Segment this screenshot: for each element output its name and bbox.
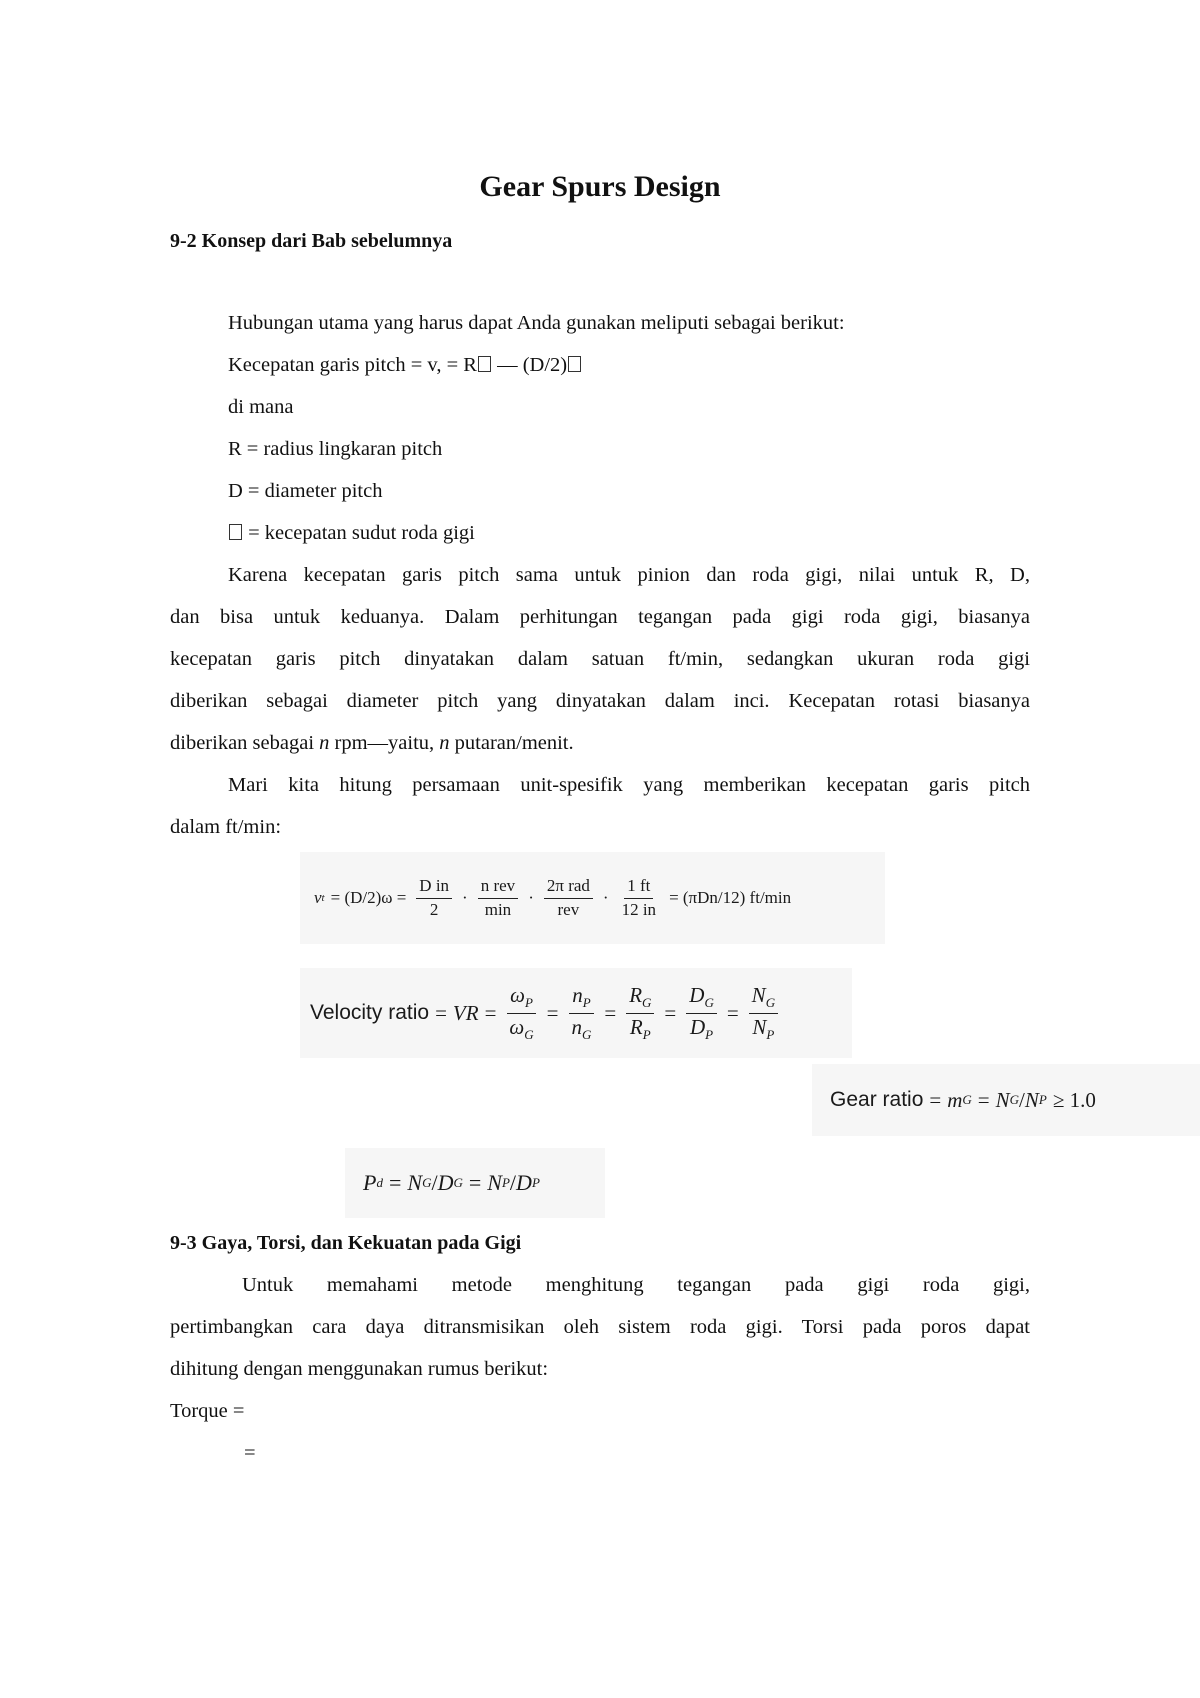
eq-fraction: $\frac{N_G}{N_P}$ [749,984,778,1042]
text-fragment: diberikan sebagai [170,732,320,754]
equation-velocity-ratio: Velocity ratio = VR = $\frac{\omega_P}{\omega_G}$ = $\frac{n_P}{n_G}$ = $\frac{R_G}{R_P}$ = $\frac{D_G}{D_P}$ = $\frac{N_G}{N_P}$ [300,968,852,1058]
pitch-line-prefix: Kecepatan garis pitch = v, = R [228,354,477,376]
missing-glyph-icon [478,356,491,372]
eq-text: ≥ 1.0 [1052,1087,1096,1112]
section-heading-9-3: 9-3 Gaya, Torsi, dan Kekuatan pada Gigi [170,1232,522,1254]
definition-omega-text: = kecepatan sudut roda gigi [243,522,475,544]
text-fragment: rpm—yaitu, [329,732,440,754]
pitch-line-velocity [228,354,582,377]
paragraph-line: dalam ft/min: [170,816,282,838]
paragraph-line: kecepatan garis pitch dinyatakan dalam satuan ft/min, sedangkan ukuran roda gigi [170,648,1030,670]
intro-text: Hubungan utama yang harus dapat Anda gunakan meliputi sebagai berikut: [228,312,845,334]
paragraph-line: dihitung dengan menggunakan rumus berikut: [170,1358,549,1380]
eq-text: = (πDn/12) ft/min [669,888,792,907]
eq-symbol: N [1024,1087,1039,1112]
italic-n: n [319,732,330,754]
eq-subscript: t [321,892,325,904]
torque-label: Torque = [170,1400,245,1422]
eq-symbol: N [407,1170,423,1195]
eq-symbol: N [487,1170,502,1195]
eq-fraction: $\frac{n_P}{n_G}$ [568,984,594,1042]
eq-symbol: N [995,1087,1010,1112]
paragraph-line: Untuk memahami metode menghitung tegangan pada gigi roda gigi, [242,1274,1030,1296]
eq-fraction: $\frac{\text{D in}}{2}$ [416,877,452,919]
italic-n: n [439,732,450,754]
page-title: Gear Spurs Design [479,170,721,203]
equation-pitch-velocity: v t = (D/2)ω = $\frac{\text{D in}}{2}$ · $\frac{\text{n rev}}{\min}$ · $\frac{\text{2π rad}}{\text{rev}}$ · $\frac{1 ft}{12 in}$ = (πDn/12) ft/min [300,852,885,944]
missing-glyph-icon [229,524,242,540]
paragraph-line: Karena kecepatan garis pitch sama untuk pinion dan roda gigi, nilai untuk R, D, [228,564,1030,586]
eq-fraction: $\frac{\omega_P}{\omega_G}$ [506,984,536,1042]
eq-symbol: D [437,1170,454,1195]
eq-symbol: P [363,1170,377,1195]
paragraph-line: pertimbangkan cara daya ditransmisikan oleh sistem roda gigi. Torsi pada poros dapat [170,1316,1030,1338]
eq-symbol: VR [452,1000,479,1025]
definition-r: R = radius lingkaran pitch [228,438,443,460]
paragraph-line: dan bisa untuk keduanya. Dalam perhitungan tegangan pada gigi roda gigi, biasanya [170,606,1030,628]
eq-fraction: $\frac{\text{2π rad}}{\text{rev}}$ [544,877,593,919]
definition-d: D = diameter pitch [228,480,383,502]
eq-symbol: v [314,888,322,907]
eq-symbol: D [516,1170,532,1195]
di-mana-text: di mana [228,396,294,418]
equation-diametral-pitch: P d = N G / D G = N P / D P [345,1148,605,1218]
eq-fraction: $\frac{1 ft}{12 in}$ [621,875,657,919]
definition-omega [228,522,475,545]
paragraph-line: diberikan sebagai diameter pitch yang dinyatakan dalam inci. Kecepatan rotasi biasanya [170,690,1030,712]
eq-label: Gear ratio [830,1088,924,1111]
eq-fraction: $\frac{R_G}{R_P}$ [626,984,654,1042]
eq-label: Velocity ratio [310,1001,430,1024]
equals-sign: = [244,1442,256,1464]
pitch-line-mid: — (D/2) [491,354,568,376]
eq-fraction: $\frac{\text{n rev}}{\min}$ [478,877,518,919]
paragraph-line [170,732,574,755]
equation-gear-ratio: Gear ratio = m G = N G / N P ≥ 1.0 [812,1064,1200,1136]
eq-symbol: m [947,1087,963,1112]
missing-glyph-icon [568,356,581,372]
text-fragment: putaran/menit. [449,732,574,754]
eq-text: = (D/2)ω = [330,888,407,907]
section-heading-9-2: 9-2 Konsep dari Bab sebelumnya [170,230,453,252]
eq-fraction: $\frac{D_G}{D_P}$ [686,984,717,1042]
paragraph-line: Mari kita hitung persamaan unit-spesifik yang memberikan kecepatan garis pitch [228,774,1030,796]
